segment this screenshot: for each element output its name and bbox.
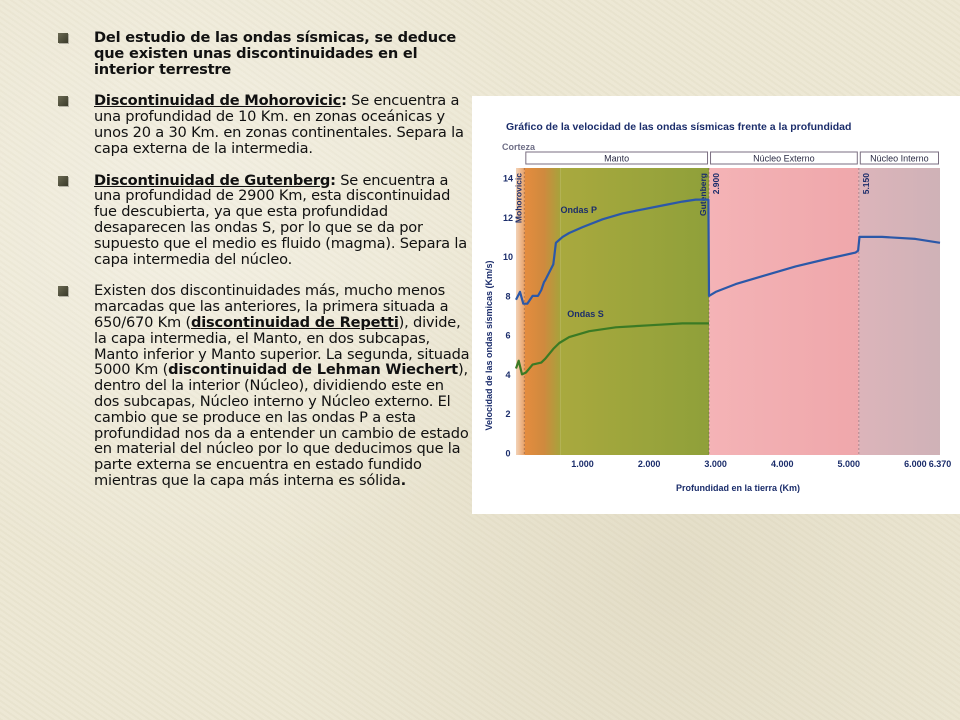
x-tick-label: 6.000 <box>904 459 927 469</box>
x-tick-label: 4.000 <box>770 459 794 469</box>
x-axis-label: Profundidad en la tierra (Km) <box>675 483 801 493</box>
lehman-wiechert-term: discontinuidad de Lehman Wiechert <box>168 361 458 379</box>
x-tick-label: 1.000 <box>571 459 594 469</box>
layer-header-nucleo-externo: Núcleo Externo <box>753 153 815 164</box>
layer-label-corteza: Corteza <box>502 142 536 152</box>
bullet-item-other-discontinuities <box>58 283 470 488</box>
square-bullet-icon <box>58 96 68 106</box>
gutenberg-term: Discontinuidad de Gutenberg <box>94 171 331 189</box>
other-text-part1: Existen dos discontinuidades más, mucho menos marcadas que las anteriores, la primera situada a 650/670 Km ( <box>94 282 449 331</box>
bullet-item-gutenberg <box>58 173 470 268</box>
seismic-velocity-chart <box>472 96 960 514</box>
mohorovicic-term: Discontinuidad de Mohorovicic <box>94 92 342 110</box>
series-label-ondas-p: Ondas P <box>560 205 598 216</box>
x-tick-label: 6.370 <box>928 459 952 469</box>
y-tick-label: 14 <box>502 173 514 184</box>
x-tick-label: 5.000 <box>837 459 861 469</box>
intro-text: Del estudio de las ondas sísmicas, se deduce que existen unas discontinuidades en el interior terrestre <box>94 29 457 78</box>
discontinuity-depth-label-3: 5.150 <box>860 173 871 195</box>
x-tick-label: 2.000 <box>637 459 661 469</box>
other-text-part3: ), dentro del la interior (Núcleo), dividiendo este en dos subcapas, Núcleo interno y Núcleo externo. El cambio que se produce en las ondas P a esta profundidad nos da a entender un cambio de estado en material del núcleo por lo que deducimos que la parte externa se encuentra en estado fundido mientras que la capa más interna es sólida <box>94 361 469 489</box>
discontinuity-depth-label-2: 2.900 <box>711 173 722 195</box>
repetti-term: discontinuidad de Repetti <box>190 313 399 331</box>
y-tick-label: 12 <box>502 212 514 223</box>
layer-header-nucleo-interno: Núcleo Interno <box>870 153 929 164</box>
y-tick-label: 0 <box>505 448 511 459</box>
series-label-ondas-s: Ondas S <box>567 309 604 320</box>
bullet-item-intro <box>58 30 470 77</box>
square-bullet-icon <box>58 33 68 43</box>
y-tick-label: 8 <box>505 291 511 302</box>
final-period: . <box>400 471 406 489</box>
mohorovicic-description: Se encuentra a una profundidad de 10 Km. en zonas oceánicas y unos 20 a 30 Km. en zonas continentales. Separa la capa externa de la intermedia. <box>94 92 464 157</box>
discontinuity-name-gutenberg: Gutenberg <box>698 173 709 216</box>
y-tick-label: 4 <box>505 369 511 380</box>
chart-title: Gráfico de la velocidad de las ondas sísmicas frente a la profundidad <box>506 121 852 133</box>
square-bullet-icon <box>58 286 68 296</box>
y-axis-label: Velocidad de las ondas sísmicas (Km/s) <box>484 260 494 431</box>
other-text-part2: ), divide, la capa intermedia, el Manto, en dos subcapas, Manto inferior y Manto superior. La segunda, situada 5000 Km ( <box>94 313 470 379</box>
band-manto-superior <box>524 168 560 455</box>
gutenberg-colon: : <box>330 171 336 189</box>
x-tick-label: 3.000 <box>704 459 727 469</box>
mohorovicic-colon: : <box>341 92 347 110</box>
seismic-velocity-figure <box>472 96 960 514</box>
y-tick-label: 10 <box>502 252 514 263</box>
bullet-item-mohorovicic <box>58 93 470 156</box>
bullet-list <box>58 30 470 489</box>
layer-header-manto: Manto <box>604 153 630 164</box>
gutenberg-description: Se encuentra a una profundidad de 2900 Km, esta discontinuidad fue descubierta, ya que esta profundidad desaparecen las ondas S, por lo que se da por supuesto que el medio es fluido (magma). Separa la capa intermedia del núcleo. <box>94 171 467 268</box>
y-tick-label: 2 <box>505 409 511 420</box>
band-nucleo-externo <box>709 168 859 455</box>
band-nucleo-interno <box>859 168 940 455</box>
square-bullet-icon <box>58 176 68 186</box>
y-tick-label: 6 <box>505 330 511 341</box>
discontinuity-name-mohorovicic: Mohorovicic <box>513 173 524 224</box>
